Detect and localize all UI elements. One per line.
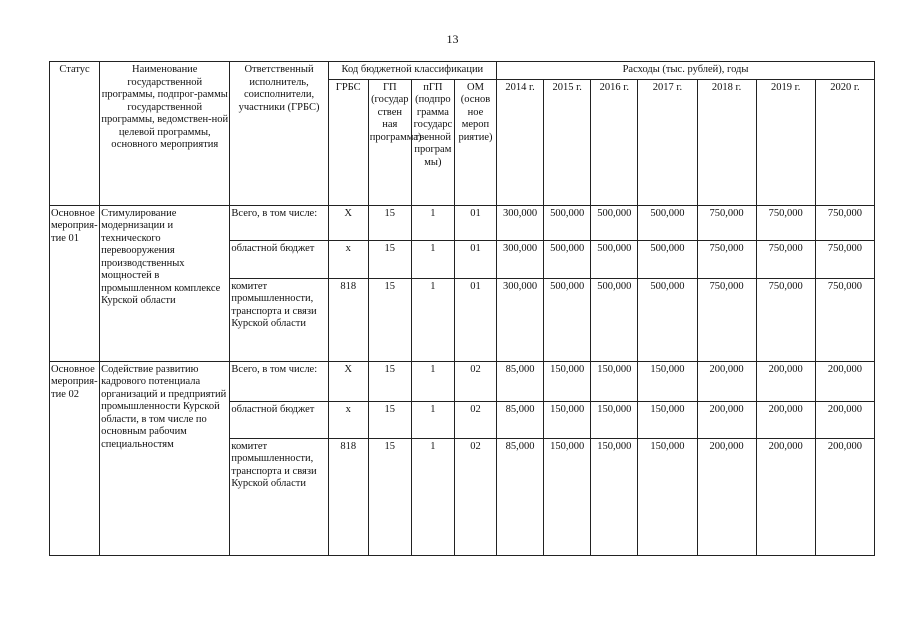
header-gp: ГП (государ ствен ная программа) (368, 79, 411, 205)
value-cell: 200,000 (815, 401, 874, 438)
header-status: Статус (50, 62, 100, 206)
value-cell: 500,000 (591, 278, 638, 361)
grbs-cell: Х (328, 205, 368, 240)
pgp-cell: 1 (411, 401, 454, 438)
header-om: ОМ (основ ное мероп риятие) (454, 79, 496, 205)
value-cell: 200,000 (697, 361, 756, 401)
table-row (50, 205, 875, 240)
value-cell: 750,000 (815, 240, 874, 278)
header-year: 2015 г. (544, 79, 591, 205)
activity-name: Стимулирование модернизации и технического перевооружения производственных мощностей в промышленном комплексе Курской области (100, 205, 230, 361)
responsible-cell: комитет промышленности, транспорта и связи Курской области (230, 438, 328, 555)
gp-cell: 15 (368, 401, 411, 438)
gp-cell: 15 (368, 361, 411, 401)
value-cell: 750,000 (697, 240, 756, 278)
value-cell: 750,000 (815, 205, 874, 240)
value-cell: 150,000 (638, 401, 697, 438)
pgp-cell: 1 (411, 361, 454, 401)
grbs-cell: х (328, 401, 368, 438)
activity-status: Основное мероприя-тие 02 (50, 361, 100, 555)
value-cell: 150,000 (591, 361, 638, 401)
page-number: 13 (446, 32, 459, 46)
value-cell: 750,000 (756, 205, 815, 240)
header-expenses: Расходы (тыс. рублей), годы (497, 62, 875, 80)
header-budget-code: Код бюджетной классификации (328, 62, 496, 80)
header-year: 2014 г. (497, 79, 544, 205)
value-cell: 750,000 (756, 278, 815, 361)
responsible-cell: комитет промышленности, транспорта и связи Курской области (230, 278, 328, 361)
gp-cell: 15 (368, 240, 411, 278)
header-grbs: ГРБС (328, 79, 368, 205)
header-year: 2020 г. (815, 79, 874, 205)
value-cell: 300,000 (497, 205, 544, 240)
value-cell: 150,000 (591, 438, 638, 555)
value-cell: 150,000 (591, 401, 638, 438)
responsible-cell: областной бюджет (230, 240, 328, 278)
header-responsible: Ответственный исполнитель, соисполнители, участники (ГРБС) (230, 62, 328, 206)
value-cell: 200,000 (815, 361, 874, 401)
value-cell: 150,000 (544, 401, 591, 438)
grbs-cell: 818 (328, 438, 368, 555)
value-cell: 150,000 (638, 361, 697, 401)
header-year: 2016 г. (591, 79, 638, 205)
om-cell: 02 (454, 401, 496, 438)
gp-cell: 15 (368, 278, 411, 361)
activity-status: Основное мероприя-тие 01 (50, 205, 100, 361)
om-cell: 01 (454, 278, 496, 361)
value-cell: 500,000 (544, 205, 591, 240)
responsible-cell: Всего, в том числе: (230, 205, 328, 240)
value-cell: 500,000 (591, 205, 638, 240)
gp-cell: 15 (368, 205, 411, 240)
pgp-cell: 1 (411, 205, 454, 240)
value-cell: 150,000 (638, 438, 697, 555)
om-cell: 01 (454, 205, 496, 240)
value-cell: 85,000 (497, 438, 544, 555)
value-cell: 500,000 (638, 278, 697, 361)
budget-table (49, 61, 875, 556)
value-cell: 500,000 (638, 205, 697, 240)
grbs-cell: Х (328, 361, 368, 401)
om-cell: 02 (454, 361, 496, 401)
value-cell: 750,000 (697, 205, 756, 240)
responsible-cell: областной бюджет (230, 401, 328, 438)
value-cell: 200,000 (756, 361, 815, 401)
table-row (50, 361, 875, 401)
om-cell: 02 (454, 438, 496, 555)
grbs-cell: 818 (328, 278, 368, 361)
value-cell: 300,000 (497, 240, 544, 278)
value-cell: 750,000 (697, 278, 756, 361)
value-cell: 200,000 (815, 438, 874, 555)
header-row-top (50, 62, 875, 80)
value-cell: 150,000 (544, 361, 591, 401)
value-cell: 200,000 (756, 438, 815, 555)
value-cell: 300,000 (497, 278, 544, 361)
value-cell: 85,000 (497, 361, 544, 401)
value-cell: 500,000 (544, 240, 591, 278)
header-name: Наименование государственной программы, подпрог-раммы государственной программы, ведомствен-ной целевой программы, основного мероприятия (100, 62, 230, 206)
header-pgp: пГП (подпро грамма государс твенной програм мы) (411, 79, 454, 205)
value-cell: 200,000 (697, 401, 756, 438)
activity-name: Содействие развитию кадрового потенциала организаций и предприятий промышленности Курской области, в том числе по основным рабочим специальностям (100, 361, 230, 555)
value-cell: 750,000 (815, 278, 874, 361)
value-cell: 150,000 (544, 438, 591, 555)
header-year: 2019 г. (756, 79, 815, 205)
value-cell: 750,000 (756, 240, 815, 278)
om-cell: 01 (454, 240, 496, 278)
pgp-cell: 1 (411, 240, 454, 278)
value-cell: 200,000 (756, 401, 815, 438)
gp-cell: 15 (368, 438, 411, 555)
pgp-cell: 1 (411, 438, 454, 555)
responsible-cell: Всего, в том числе: (230, 361, 328, 401)
pgp-cell: 1 (411, 278, 454, 361)
value-cell: 500,000 (544, 278, 591, 361)
value-cell: 200,000 (697, 438, 756, 555)
header-year: 2017 г. (638, 79, 697, 205)
value-cell: 500,000 (591, 240, 638, 278)
header-year: 2018 г. (697, 79, 756, 205)
value-cell: 85,000 (497, 401, 544, 438)
grbs-cell: х (328, 240, 368, 278)
value-cell: 500,000 (638, 240, 697, 278)
